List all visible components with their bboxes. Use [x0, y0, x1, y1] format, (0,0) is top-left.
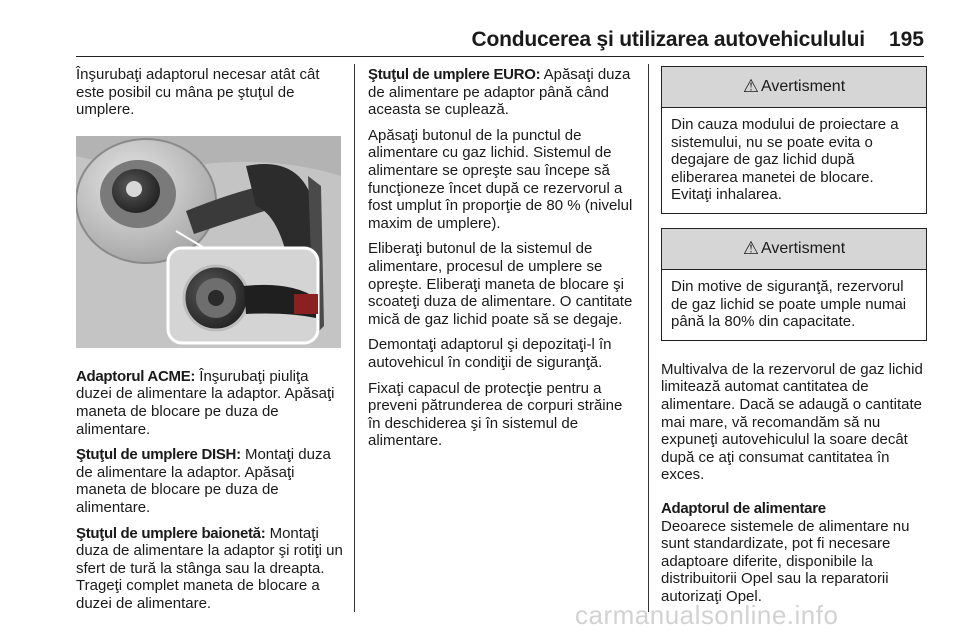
- page-header: [76, 24, 924, 57]
- dish-paragraph: [76, 446, 344, 516]
- fuel-adaptor-illustration: [76, 136, 341, 348]
- remove-adaptor-paragraph: Demontaţi adaptorul şi depozitaţi-l în autovehicul în condiţii de siguranţă.: [368, 336, 612, 371]
- watermark: carmanualsonline.info: [575, 600, 839, 630]
- acme-label: Adaptorul ACME:: [76, 367, 196, 385]
- acme-text: Înşurubaţi piuliţa duzei de alimentare la adaptor. Apăsaţi maneta de blocare pe duza de alimentare.: [76, 367, 335, 438]
- intro-paragraph: Înşurubaţi adaptorul necesar atât cât este posibil cu mâna pe ştuţul de umplere.: [76, 66, 320, 119]
- column-divider-2: [648, 64, 649, 612]
- dish-label: Ştuţul de umplere DISH:: [76, 446, 241, 464]
- adaptor-subheading: Adaptorul de alimentare: [661, 499, 826, 517]
- warning-title-1: Avertisment: [760, 78, 846, 96]
- multivalve-paragraph: Multivalva de la rezervorul de gaz lichid limitează automat cantitatea de alimentare. Dacă se adaugă o cantitate mai mare, vă recomandăm să nu expuneţi autovehiculul la soare decât după ce aţi consumat cantitatea în exces.: [661, 360, 923, 484]
- adaptor-paragraph: Deoarece sistemele de alimentare nu sunt standardizate, pot fi necesare adaptoare diferite, disponibile la distribuitorii Opel sau la reparatorii autorizaţi Opel.: [661, 517, 910, 605]
- column-middle: [368, 66, 636, 458]
- euro-text: Apăsaţi duza de alimentare pe adaptor până când aceasta se cuplează.: [368, 66, 631, 119]
- bayonet-label: Ştuţul de umplere baionetă:: [76, 524, 266, 542]
- page-number: 195: [888, 28, 924, 51]
- column-divider-1: [354, 64, 355, 612]
- euro-label: Ştuţul de umplere EURO:: [368, 66, 541, 83]
- chapter-title: Conducerea şi utilizarea autovehiculului: [471, 28, 865, 51]
- euro-paragraph: [368, 66, 636, 119]
- warning-box-2: [661, 228, 927, 341]
- warning-triangle-icon: ⚠: [742, 238, 759, 259]
- release-paragraph: Eliberaţi butonul de la sistemul de alimentare, procesul de umplere se opreşte. Eliberaţi maneta de blocare şi scoateţi duza de alimentare. O cantitate mică de gaz lichid poate să se degaje.: [368, 240, 633, 328]
- acme-paragraph: [76, 368, 344, 438]
- warning-box-1: [661, 66, 927, 214]
- dish-text: Montaţi duza de alimentare la adaptor. Apăsaţi maneta de blocare pe duza de alimentare.: [76, 446, 331, 516]
- button-paragraph: Apăsaţi butonul de la punctul de alimentare cu gaz lichid. Sistemul de alimentare se opreşte sau începe să funcţioneze încet după ce rezervorul a fost umplut în proporţie de 80 % (nivelul maxim de umplere).: [368, 126, 633, 232]
- warning-text-2: Din motive de siguranţă, rezervorul de gaz lichid se poate umple numai până la 80% din capacitate.: [671, 277, 907, 331]
- warning-triangle-icon: ⚠: [742, 76, 759, 97]
- bayonet-paragraph: [76, 525, 344, 613]
- fuel-adaptor-photo: [76, 136, 341, 348]
- column-right: [661, 66, 927, 613]
- column-left: [76, 66, 344, 621]
- bayonet-text: Montaţi duza de alimentare la adaptor şi rotiţi un sfert de tură la stânga sau la dreapta. Trageţi complet maneta de blocare a duzei de alimentare.: [76, 524, 343, 612]
- warning-header-1: [662, 67, 926, 108]
- cap-paragraph: Fixaţi capacul de protecţie pentru a preveni pătrunderea de corpuri străine în deschiderea şi în sistemul de alimentare.: [368, 379, 623, 450]
- warning-title-2: Avertisment: [760, 240, 846, 258]
- warning-header-2: [662, 229, 926, 270]
- warning-text-1: Din cauza modului de proiectare a sistemului, nu se poate evita o degajare de gaz lichid după eliberarea manetei de blocare. Evitaţi inhalarea.: [671, 116, 899, 204]
